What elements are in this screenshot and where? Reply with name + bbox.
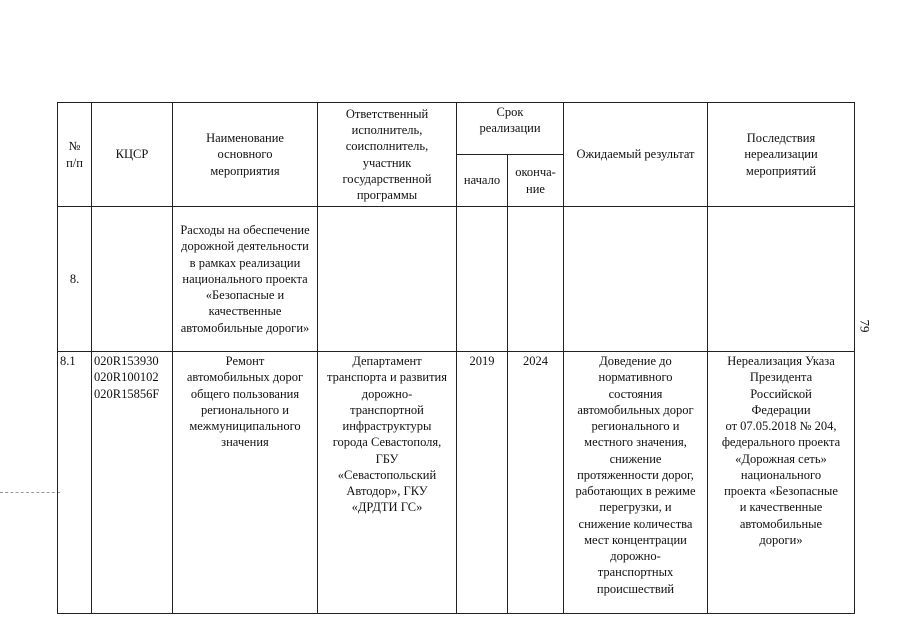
row-responsible: Департамент транспорта и развития дорожно- транспортной инфраструктуры города Севастополя, ГБУ «Севастопольский Автодор», ГКУ «ДРДТИ ГС» bbox=[318, 352, 457, 614]
page-number: 79 bbox=[857, 319, 873, 333]
row-name: Расходы на обеспечение дорожной деятельности в рамках реализации национального проекта «Безопасные и качественные автомобильные дороги» bbox=[173, 207, 318, 352]
header-end: оконча- ние bbox=[508, 155, 564, 207]
margin-dash-mark bbox=[0, 492, 60, 493]
measures-table bbox=[57, 102, 855, 614]
row-start: 2019 bbox=[457, 352, 508, 614]
header-responsible: Ответственный исполнитель, соисполнитель, участник государственной программы bbox=[318, 103, 457, 207]
row-num: 8.1 bbox=[58, 352, 92, 614]
row-end bbox=[508, 207, 564, 352]
header-start: начало bbox=[457, 155, 508, 207]
header-result: Ожидаемый результат bbox=[564, 103, 708, 207]
header-consequences: Последствия нереализации мероприятий bbox=[708, 103, 855, 207]
header-num: № п/п bbox=[58, 103, 92, 207]
table-row bbox=[58, 207, 855, 352]
table-row bbox=[58, 352, 855, 614]
header-name: Наименование основного мероприятия bbox=[173, 103, 318, 207]
row-num: 8. bbox=[58, 207, 92, 352]
row-consequences bbox=[708, 207, 855, 352]
row-kcsr bbox=[92, 207, 173, 352]
row-result: Доведение до нормативного состояния автомобильных дорог регионального и местного значения, снижение протяженности дорог, работающих в режиме перегрузки, и снижение количества мест концентрации дорожно- транспортных происшествий bbox=[564, 352, 708, 614]
row-start bbox=[457, 207, 508, 352]
row-consequences: Нереализация Указа Президента Российской Федерации от 07.05.2018 № 204, федерального проекта «Дорожная сеть» национального проекта «Безопасные и качественные автомобильные дороги» bbox=[708, 352, 855, 614]
header-row bbox=[58, 103, 855, 155]
row-kcsr: 020R153930 020R100102 020R15856F bbox=[92, 352, 173, 614]
row-responsible bbox=[318, 207, 457, 352]
header-kcsr: КЦСР bbox=[92, 103, 173, 207]
row-result bbox=[564, 207, 708, 352]
row-end: 2024 bbox=[508, 352, 564, 614]
row-name: Ремонт автомобильных дорог общего пользования регионального и межмуниципального значения bbox=[173, 352, 318, 614]
header-term: Срок реализации bbox=[457, 103, 564, 155]
